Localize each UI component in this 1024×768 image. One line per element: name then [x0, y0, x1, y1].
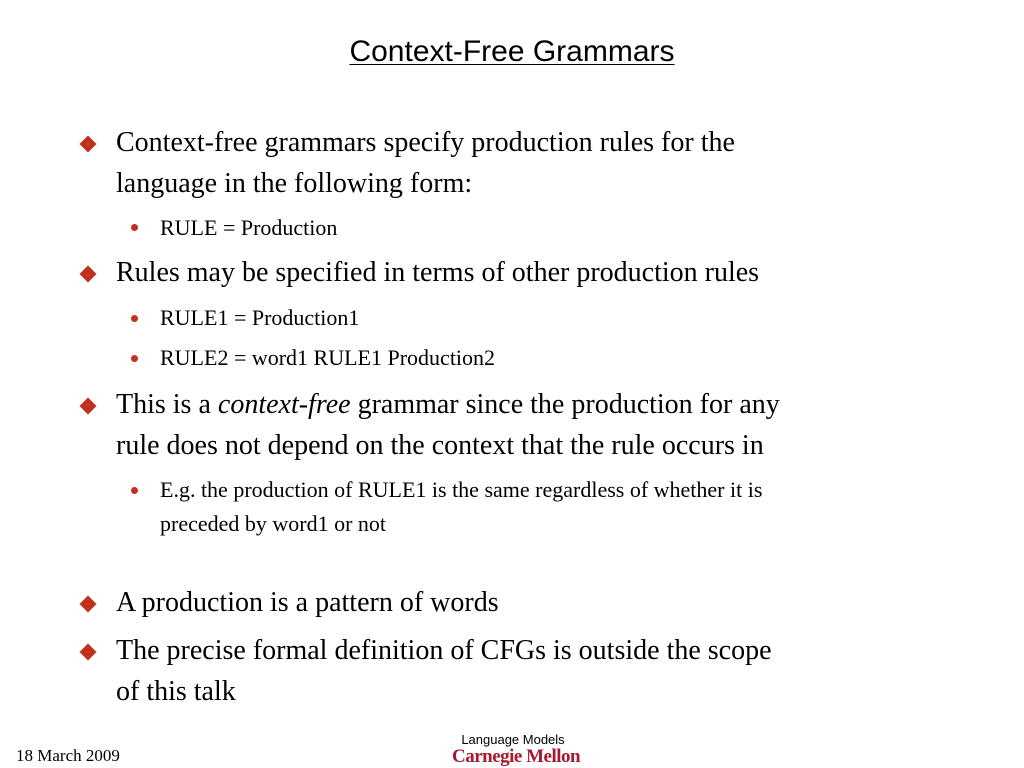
sub-bullet-3-1-line-1: E.g. the production of RULE1 is the same regardless of whether it is [160, 477, 763, 502]
bullet-3-line-2: rule does not depend on the context that the rule occurs in [116, 430, 764, 461]
dot-bullet-icon [131, 315, 138, 322]
diamond-bullet-icon [80, 266, 97, 283]
slide-title [0, 34, 1024, 70]
bullet-1-line-2: language in the following form: [116, 168, 473, 199]
diamond-bullet-icon [80, 136, 97, 153]
slide-title-text: Context-Free Grammars [349, 35, 675, 68]
bullet-1-line-1: Context-free grammars specify production rules for the [116, 127, 735, 158]
bullet-3-line-1 [116, 384, 956, 425]
sub-bullet-3-1-line-2: preceded by word1 or not [160, 511, 387, 536]
dot-bullet-icon [131, 487, 138, 494]
dot-bullet-icon [131, 224, 138, 231]
footer-course-title: Language Models [461, 732, 565, 747]
sub-bullet-2-2: RULE2 = word1 RULE1 Production2 [160, 345, 496, 370]
sub-bullet-3-1 [160, 473, 960, 541]
bullet-3 [116, 384, 956, 466]
bullet-5 [116, 630, 956, 712]
carnegie-mellon-logo: Carnegie Mellon [452, 746, 581, 767]
diamond-bullet-icon [80, 644, 97, 661]
bullet-1 [116, 122, 956, 204]
bullet-2: Rules may be specified in terms of other production rules [116, 257, 760, 288]
diamond-bullet-icon [80, 596, 97, 613]
footer-date: 18 March 2009 [16, 746, 120, 765]
bullet-3-text-pre: This is a [116, 389, 218, 420]
dot-bullet-icon [131, 355, 138, 362]
bullet-5-line-2: of this talk [116, 676, 236, 707]
bullet-3-text-post: grammar since the production for any [350, 389, 780, 420]
diamond-bullet-icon [80, 398, 97, 415]
bullet-4: A production is a pattern of words [116, 587, 499, 618]
sub-bullet-1-1: RULE = Production [160, 215, 338, 240]
bullet-3-emphasis: context-free [217, 389, 351, 420]
sub-bullet-2-1: RULE1 = Production1 [160, 305, 360, 330]
bullet-5-line-1: The precise formal definition of CFGs is outside the scope [116, 635, 772, 666]
